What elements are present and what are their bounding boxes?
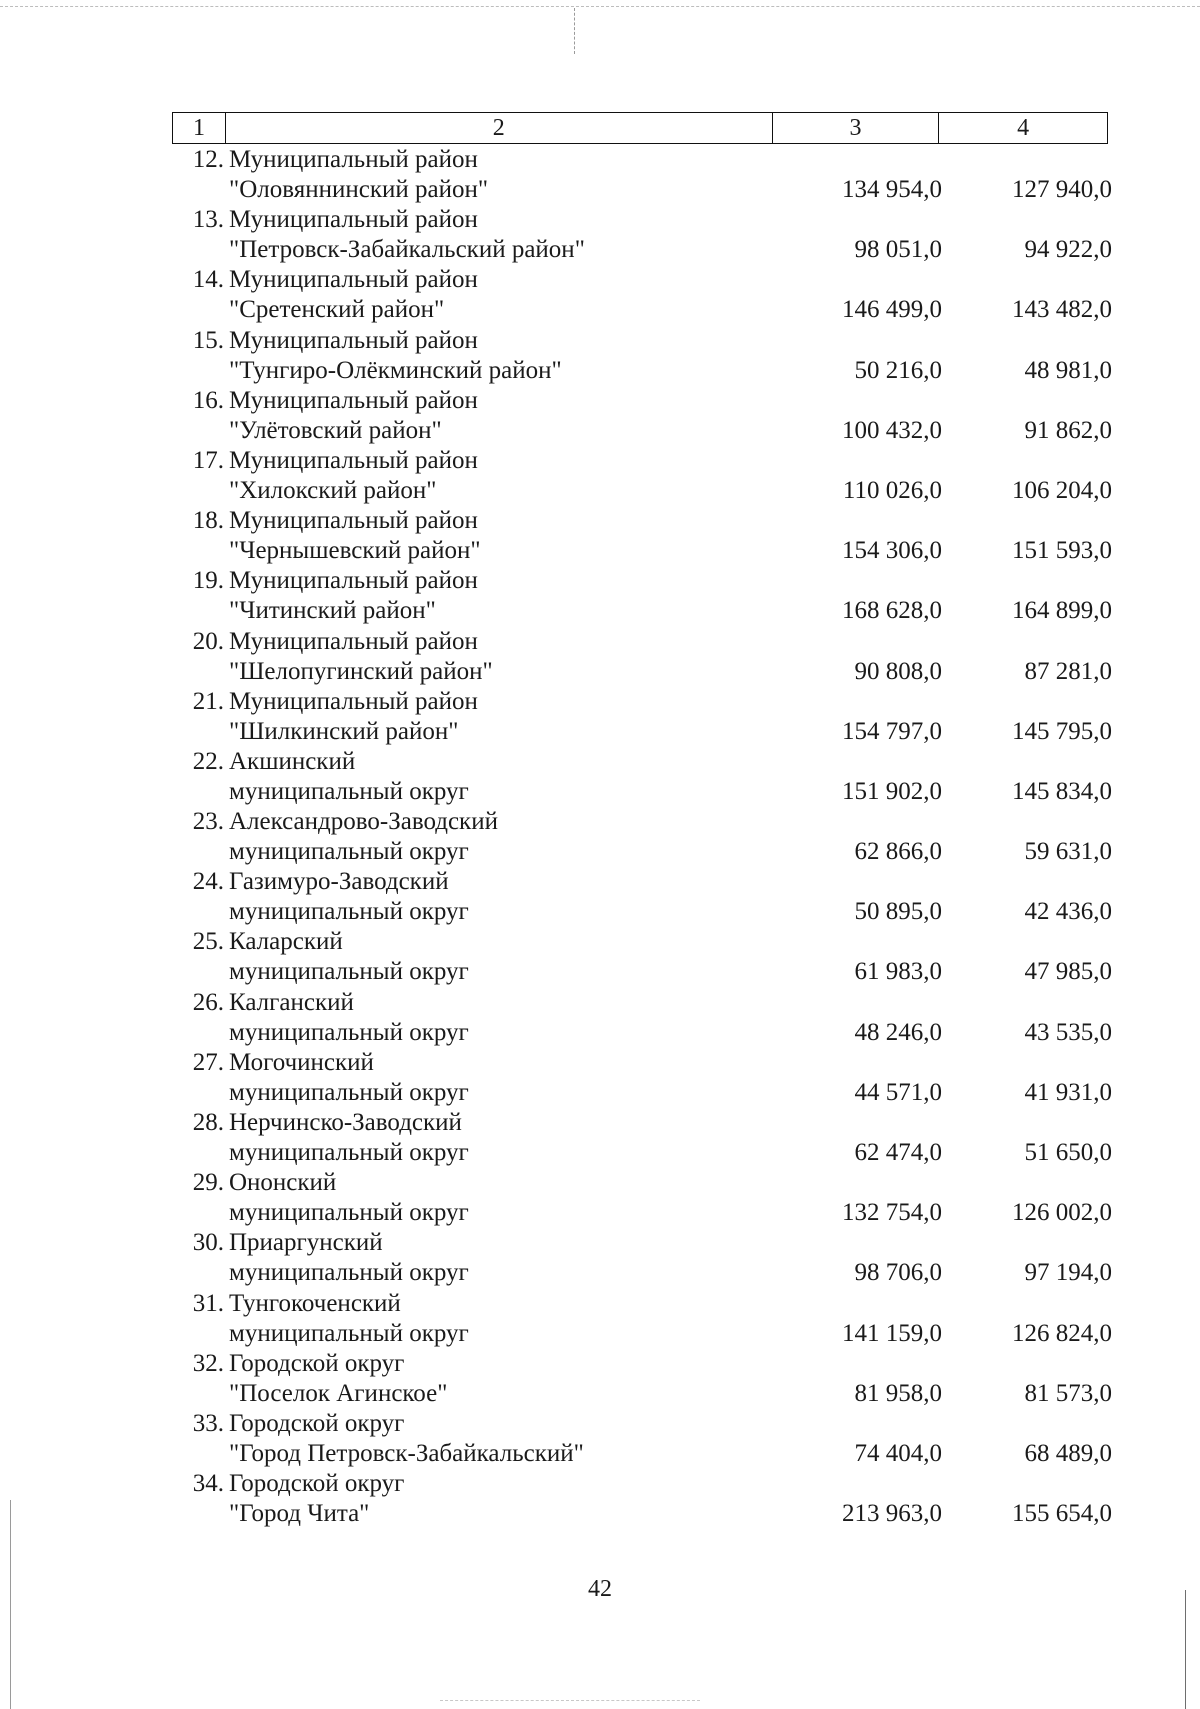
row-value-col3: 134 954,0 [842, 176, 942, 203]
row-value-col3: 98 051,0 [854, 236, 942, 264]
table-row [172, 1168, 1112, 1228]
row-name-line1: Каларский [229, 928, 343, 956]
row-value-col3: 154 306,0 [842, 537, 942, 565]
row-name-line1: Городской округ [229, 1409, 405, 1437]
row-value-col4: 143 482,0 [1012, 296, 1112, 324]
table-header-col-1: 1 [173, 113, 226, 143]
row-name-line2: "Оловяннинский район" [229, 176, 489, 203]
row-value-col4: 48 981,0 [1024, 356, 1112, 384]
row-number: 32. [192, 1349, 224, 1377]
row-value-col3: 132 754,0 [842, 1199, 942, 1227]
row-name-line2: муниципальный округ [229, 1199, 469, 1227]
row-name-line2: муниципальный округ [229, 1018, 469, 1046]
row-name-line2: муниципальный округ [229, 1319, 469, 1347]
row-value-col4: 51 650,0 [1024, 1139, 1112, 1166]
table-row [172, 867, 1112, 927]
row-name-line1: Муниципальный район [229, 687, 478, 715]
table-row [172, 1108, 1112, 1168]
row-number: 24. [192, 868, 224, 896]
row-name-line1: Городской округ [229, 1470, 405, 1498]
row-name-line2: "Сретенский район" [229, 296, 445, 324]
row-name-line2: муниципальный округ [229, 958, 469, 986]
row-name-line1: Акшинский [229, 747, 356, 775]
table-row [172, 1469, 1112, 1529]
row-value-col4: 42 436,0 [1024, 898, 1112, 926]
row-name-line2: "Читинский район" [229, 597, 436, 625]
table-row [172, 687, 1112, 747]
row-number: 16. [192, 386, 224, 414]
row-number: 33. [192, 1409, 224, 1437]
row-value-col3: 50 895,0 [854, 898, 942, 926]
row-name-line2: муниципальный округ [229, 1139, 469, 1166]
row-value-col4: 151 593,0 [1012, 537, 1112, 565]
row-name-line1: Александрово-Заводский [229, 808, 498, 836]
row-value-col3: 62 866,0 [854, 838, 942, 866]
table-header-col-2: 2 [226, 113, 773, 143]
row-number: 18. [192, 507, 224, 535]
row-name-line1: Муниципальный район [229, 567, 478, 595]
row-number: 27. [192, 1048, 224, 1076]
row-value-col4: 106 204,0 [1012, 476, 1112, 504]
row-number: 23. [192, 808, 224, 836]
row-value-col4: 47 985,0 [1024, 958, 1112, 986]
row-value-col3: 61 983,0 [854, 958, 942, 986]
table-header-col-4: 4 [1017, 115, 1030, 141]
row-name-line2: "Шелопугинский район" [229, 657, 493, 685]
row-value-col3: 44 571,0 [854, 1078, 942, 1106]
table-row [172, 446, 1112, 506]
row-value-col4: 68 489,0 [1024, 1439, 1112, 1467]
row-number: 15. [192, 326, 224, 354]
table-row [172, 386, 1112, 446]
row-name-line1: Тунгокоченский [229, 1289, 401, 1317]
row-number: 29. [192, 1169, 224, 1197]
table-header-col-3: 3 [773, 113, 940, 143]
table-row [172, 1228, 1112, 1288]
row-name-line2: "Улётовский район" [229, 416, 442, 444]
row-value-col3: 62 474,0 [854, 1139, 942, 1166]
table-row [172, 326, 1112, 386]
table-row [172, 988, 1112, 1048]
table-row [172, 1289, 1112, 1349]
scan-artifact-right-edge [1185, 1590, 1186, 1709]
scan-artifact-fold-mark [574, 8, 575, 54]
row-name-line1: Приаргунский [229, 1229, 383, 1257]
row-value-col3: 110 026,0 [842, 476, 942, 504]
row-value-col4: 41 931,0 [1024, 1078, 1112, 1106]
row-number: 21. [192, 687, 224, 715]
row-name-line2: "Город Чита" [229, 1500, 370, 1528]
row-name-line1: Муниципальный район [229, 386, 478, 414]
row-value-col4: 155 654,0 [1012, 1500, 1112, 1528]
row-name-line2: "Чернышевский район" [229, 537, 481, 565]
row-number: 25. [192, 928, 224, 956]
table-row [172, 566, 1112, 626]
row-value-col3: 154 797,0 [842, 717, 942, 745]
row-name-line1: Муниципальный район [229, 326, 478, 354]
row-name-line2: "Петровск-Забайкальский район" [229, 236, 585, 264]
row-value-col4: 91 862,0 [1024, 416, 1112, 444]
row-name-line1: Муниципальный район [229, 146, 478, 173]
row-value-col3: 81 958,0 [854, 1379, 942, 1407]
row-name-line2: муниципальный округ [229, 898, 469, 926]
row-name-line2: "Хилокский район" [229, 476, 437, 504]
table-row [172, 205, 1112, 265]
row-name-line1: Газимуро-Заводский [229, 868, 449, 896]
row-name-line1: Муниципальный район [229, 266, 478, 294]
row-value-col4: 164 899,0 [1012, 597, 1112, 625]
row-value-col4: 43 535,0 [1024, 1018, 1112, 1046]
row-number: 31. [192, 1289, 224, 1317]
row-number: 17. [192, 446, 224, 474]
row-number: 22. [192, 747, 224, 775]
row-value-col4: 87 281,0 [1024, 657, 1112, 685]
table-row [172, 265, 1112, 325]
row-name-line2: муниципальный округ [229, 838, 469, 866]
row-number: 28. [192, 1109, 224, 1136]
row-value-col4: 94 922,0 [1024, 236, 1112, 264]
row-name-line1: Калганский [229, 988, 354, 1016]
row-value-col3: 151 902,0 [842, 777, 942, 805]
row-name-line2: муниципальный округ [229, 777, 469, 805]
row-value-col4: 59 631,0 [1024, 838, 1112, 866]
row-value-col3: 100 432,0 [842, 416, 942, 444]
row-name-line1: Городской округ [229, 1349, 405, 1377]
table-row [172, 1349, 1112, 1409]
row-value-col4: 97 194,0 [1024, 1259, 1112, 1287]
row-name-line1: Муниципальный район [229, 507, 478, 535]
scan-artifact-left-edge [10, 1500, 11, 1709]
row-name-line1: Муниципальный район [229, 627, 478, 655]
row-value-col3: 48 246,0 [854, 1018, 942, 1046]
row-number: 19. [192, 567, 224, 595]
row-number: 12. [192, 146, 224, 173]
row-value-col3: 50 216,0 [854, 356, 942, 384]
row-value-col4: 145 795,0 [1012, 717, 1112, 745]
row-number: 14. [192, 266, 224, 294]
row-value-col4: 126 002,0 [1012, 1199, 1112, 1227]
row-value-col4: 81 573,0 [1024, 1379, 1112, 1407]
table-row [172, 1048, 1112, 1108]
row-number: 20. [192, 627, 224, 655]
scan-artifact-top-line [0, 6, 1200, 7]
row-name-line2: "Тунгиро-Олёкминский район" [229, 356, 562, 384]
row-value-col3: 90 808,0 [854, 657, 942, 685]
row-name-line2: "Поселок Агинское" [229, 1379, 448, 1407]
table-row [172, 627, 1112, 687]
table-row [172, 747, 1112, 807]
table-row [172, 807, 1112, 867]
row-name-line2: "Город Петровск-Забайкальский" [229, 1439, 584, 1467]
table-row [172, 145, 1112, 205]
table-row [172, 927, 1112, 987]
row-name-line1: Могочинский [229, 1048, 374, 1076]
table-row [172, 506, 1112, 566]
table-row [172, 1409, 1112, 1469]
row-name-line1: Ононский [229, 1169, 337, 1197]
row-number: 34. [192, 1470, 224, 1498]
row-value-col4: 126 824,0 [1012, 1319, 1112, 1347]
row-value-col3: 146 499,0 [842, 296, 942, 324]
scan-artifact-bottom-line [440, 1700, 700, 1701]
row-name-line1: Муниципальный район [229, 446, 478, 474]
row-value-col3: 74 404,0 [854, 1439, 942, 1467]
row-value-col4: 127 940,0 [1012, 176, 1112, 203]
row-name-line2: муниципальный округ [229, 1259, 469, 1287]
row-number: 13. [192, 206, 224, 234]
row-name-line2: муниципальный округ [229, 1078, 469, 1106]
row-name-line1: Муниципальный район [229, 206, 478, 234]
table-body [172, 145, 1112, 1529]
page-number: 42 [588, 1576, 612, 1602]
row-value-col3: 213 963,0 [842, 1500, 942, 1528]
table-header-row [172, 112, 1108, 144]
row-name-line1: Нерчинско-Заводский [229, 1109, 462, 1136]
row-value-col3: 168 628,0 [842, 597, 942, 625]
row-value-col3: 141 159,0 [842, 1319, 942, 1347]
row-name-line2: "Шилкинский район" [229, 717, 459, 745]
row-number: 26. [192, 988, 224, 1016]
row-number: 30. [192, 1229, 224, 1257]
row-value-col3: 98 706,0 [854, 1259, 942, 1287]
row-value-col4: 145 834,0 [1012, 777, 1112, 805]
